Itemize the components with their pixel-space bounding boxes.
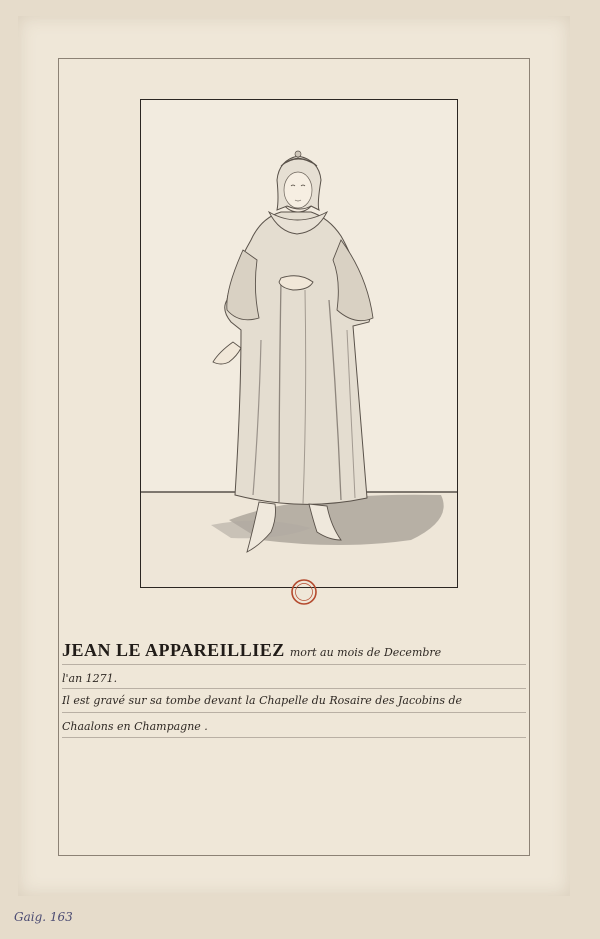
ruled-line [62,737,526,738]
library-stamp-icon [290,578,318,606]
tomb-location-text: Il est gravé sur sa tombe devant la Chapelle du Rosaire des Jacobins de [62,694,463,707]
figure-illustration [141,100,457,587]
ruled-line [62,688,526,689]
shelfmark-note: Gaig. 163 [14,910,73,924]
subject-name: EAN LE APPAREILLIEZ [71,640,285,660]
ruled-line [62,664,526,665]
death-month-text: mort au mois de Decembre [289,646,442,659]
ruled-line [62,712,526,713]
subject-name-initial: J [62,640,72,660]
caption-title-line [62,640,441,661]
illustration-frame [140,99,458,588]
place-text: Chaalons en Champagne . [62,720,208,733]
death-year-text: l'an 1271. [62,672,118,685]
